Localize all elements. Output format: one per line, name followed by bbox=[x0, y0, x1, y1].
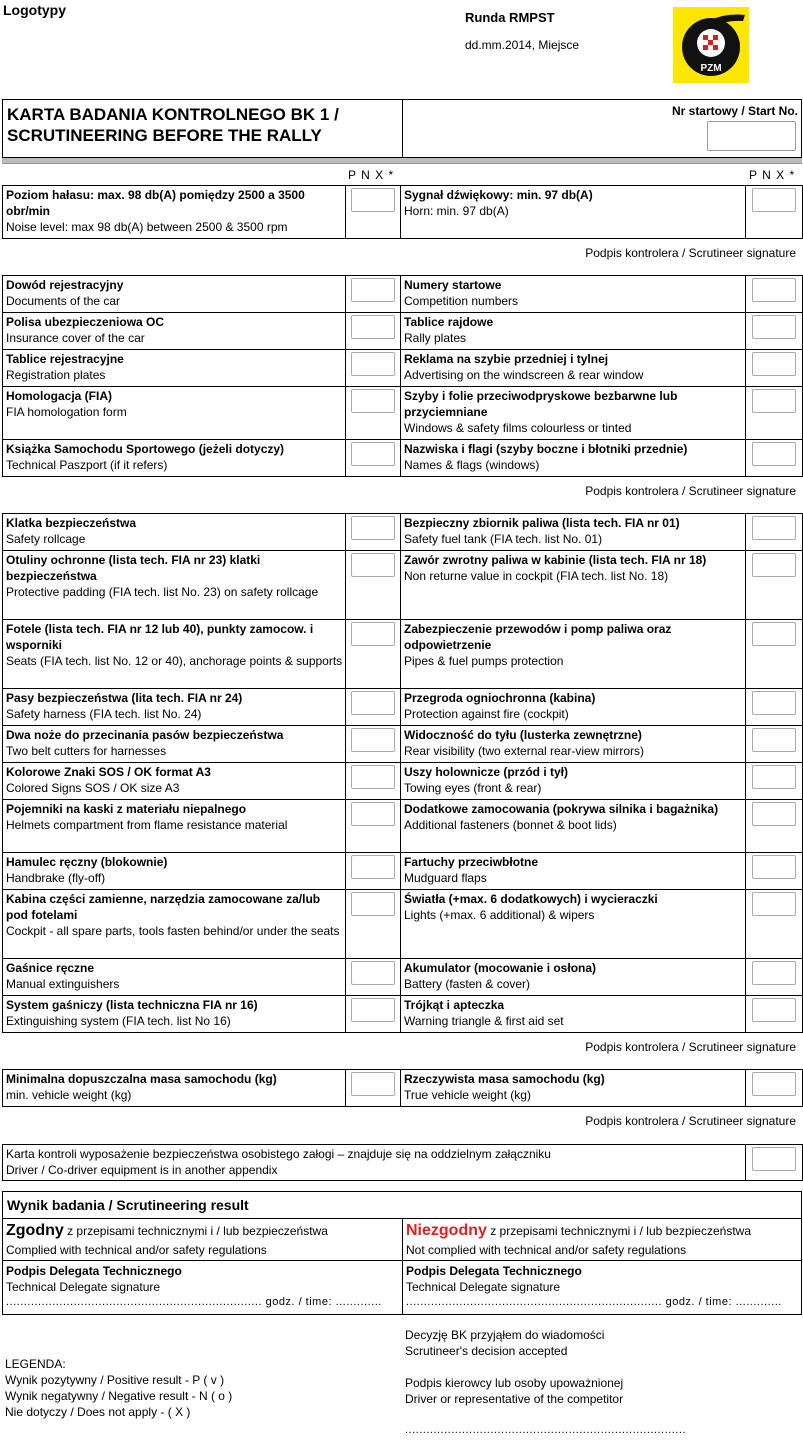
checklist-item-left bbox=[3, 514, 346, 551]
item-label-en: Protection against fire (cockpit) bbox=[404, 707, 569, 721]
form-title-line2: SCRUTINEERING BEFORE THE RALLY bbox=[7, 126, 322, 145]
checklist-row bbox=[3, 350, 803, 387]
item-label-en: Warning triangle & first aid set bbox=[404, 1014, 564, 1028]
item-label-en: Extinguishing system (FIA tech. list No 16) bbox=[6, 1014, 231, 1028]
item-label-pl: Gaśnice ręczne bbox=[6, 961, 95, 975]
personal-equipment-check-cell bbox=[746, 1145, 803, 1181]
checklist-item-left bbox=[3, 890, 346, 959]
checklist-item-left bbox=[3, 440, 346, 477]
check-cell-right bbox=[746, 763, 803, 800]
check-cell-left bbox=[346, 440, 401, 477]
pzm-logo bbox=[673, 7, 749, 83]
item-label-en: Windows & safety films colourless or tinted bbox=[404, 421, 632, 435]
checklist-row bbox=[3, 514, 803, 551]
item-label-pl: Rzeczywista masa samochodu (kg) bbox=[404, 1072, 605, 1086]
item-label-en: Battery (fasten & cover) bbox=[404, 977, 531, 991]
checklist-row bbox=[3, 689, 803, 726]
checklist-item-left bbox=[3, 276, 346, 313]
check-cell-right bbox=[746, 313, 803, 350]
check-box[interactable] bbox=[752, 315, 796, 339]
checklist-item-right bbox=[401, 1070, 746, 1107]
checklist-row bbox=[3, 551, 803, 620]
check-box[interactable] bbox=[752, 892, 796, 916]
item-label-pl: Klatka bezpieczeństwa bbox=[6, 516, 137, 530]
item-label-en: Rally plates bbox=[404, 331, 467, 345]
scrutineering-result-box bbox=[2, 1191, 802, 1315]
check-box[interactable] bbox=[752, 442, 796, 466]
checklist-item-left bbox=[3, 763, 346, 800]
checklist-item-left bbox=[3, 800, 346, 853]
delegate-signature-en-left: Technical Delegate signature bbox=[6, 1280, 161, 1294]
item-label-en: Names & flags (windows) bbox=[404, 458, 540, 472]
check-cell-left bbox=[346, 800, 401, 853]
item-label-pl: Bezpieczny zbiornik paliwa (lista tech. FIA nr 01) bbox=[404, 516, 680, 530]
check-box[interactable] bbox=[752, 622, 796, 646]
check-box[interactable] bbox=[752, 1072, 796, 1096]
vehicle-weight-table bbox=[2, 1069, 803, 1107]
pnx-header-left: P N X * bbox=[348, 168, 395, 182]
item-label-pl: Światła (+max. 6 dodatkowych) i wycieraczki bbox=[404, 892, 658, 906]
check-box[interactable] bbox=[752, 188, 796, 212]
check-cell-left bbox=[346, 1070, 401, 1107]
check-box[interactable] bbox=[351, 315, 395, 339]
item-label-pl: Zabezpieczenie przewodów i pomp paliwa oraz odpowietrzenie bbox=[404, 622, 672, 652]
legend-not-applicable: Nie dotyczy / Does not apply - ( X ) bbox=[5, 1405, 191, 1419]
check-box[interactable] bbox=[351, 622, 395, 646]
item-label-en: Competition numbers bbox=[404, 294, 519, 308]
scrutineer-signature-3: Podpis kontrolera / Scrutineer signature bbox=[585, 1040, 796, 1054]
item-label-en: min. vehicle weight (kg) bbox=[6, 1088, 132, 1102]
item-label-en: Safety harness (FIA tech. list No. 24) bbox=[6, 707, 202, 721]
personal-equipment-cell bbox=[3, 1145, 746, 1181]
item-label-pl: System gaśniczy (lista techniczna FIA nr 16) bbox=[6, 998, 258, 1012]
item-label-pl: Dodatkowe zamocowania (pokrywa silnika i bagażnika) bbox=[404, 802, 719, 816]
rally-name: Runda RMPST bbox=[465, 10, 555, 25]
item-label-en: True vehicle weight (kg) bbox=[404, 1088, 531, 1102]
acceptance-pl: Decyzję BK przyjąłem do wiadomości bbox=[405, 1328, 605, 1342]
item-label-pl: Tablice rajdowe bbox=[404, 315, 494, 329]
item-label-pl: Dowód rejestracyjny bbox=[6, 278, 124, 292]
item-label-pl: Pasy bezpieczeństwa (lita tech. FIA nr 24) bbox=[6, 691, 243, 705]
driver-signature-pl: Podpis kierowcy lub osoby upoważnionej bbox=[405, 1376, 624, 1390]
checklist-item-left bbox=[3, 1070, 346, 1107]
personal-equipment-en: Driver / Co-driver equipment is in another appendix bbox=[6, 1163, 278, 1177]
result-divider-vertical bbox=[402, 1218, 403, 1314]
item-label-pl: Numery startowe bbox=[404, 278, 502, 292]
item-label-en: FIA homologation form bbox=[6, 405, 127, 419]
item-label-pl: Polisa ubezpieczeniowa OC bbox=[6, 315, 165, 329]
personal-equipment-pl: Karta kontroli wyposażenie bezpieczeństwa osobistego załogi – znajduje się na oddzielnym załączniku bbox=[6, 1147, 551, 1161]
item-label-en: Lights (+max. 6 additional) & wipers bbox=[404, 908, 595, 922]
item-label-pl: Otuliny ochronne (lista tech. FIA nr 23) klatki bezpieczeństwa bbox=[6, 553, 261, 583]
check-cell-right bbox=[746, 959, 803, 996]
checklist-item-left bbox=[3, 313, 346, 350]
item-label-pl: Nazwiska i flagi (szyby boczne i błotniki przednie) bbox=[404, 442, 688, 456]
title-cell bbox=[3, 100, 403, 157]
item-label-pl: Książka Samochodu Sportowego (jeżeli dotyczy) bbox=[6, 442, 285, 456]
checklist-item-left bbox=[3, 350, 346, 387]
start-number-label: Nr startowy / Start No. bbox=[671, 104, 798, 118]
check-cell-left bbox=[346, 313, 401, 350]
check-box[interactable] bbox=[351, 802, 395, 826]
checklist-item-left bbox=[3, 620, 346, 689]
item-label-en: Colored Signs SOS / OK size A3 bbox=[6, 781, 180, 795]
not-complied-rest: z przepisami technicznymi i / lub bezpieczeństwa bbox=[486, 1224, 752, 1238]
item-label-pl: Kabina części zamienne, narzędzia zamocowane za/lub pod fotelami bbox=[6, 892, 321, 922]
check-box[interactable] bbox=[351, 1072, 395, 1096]
result-complied[interactable] bbox=[6, 1222, 328, 1240]
result-heading: Wynik badania / Scrutineering result bbox=[7, 1197, 249, 1213]
check-box[interactable] bbox=[351, 389, 395, 413]
check-cell-left bbox=[346, 514, 401, 551]
complied-rest: z przepisami technicznymi i / lub bezpieczeństwa bbox=[63, 1224, 328, 1238]
checklist-item-right bbox=[401, 689, 746, 726]
check-box[interactable] bbox=[351, 553, 395, 577]
check-box[interactable] bbox=[752, 389, 796, 413]
result-not-complied[interactable] bbox=[406, 1222, 751, 1240]
rally-date-place: dd.mm.2014, Miejsce bbox=[465, 38, 580, 52]
checklist-item-left bbox=[3, 959, 346, 996]
check-box[interactable] bbox=[351, 278, 395, 302]
item-label-en: Noise level: max 98 db(A) between 2500 & 3500 rpm bbox=[6, 220, 288, 234]
check-cell-left bbox=[346, 387, 401, 440]
legend-positive: Wynik pozytywny / Positive result - P ( v ) bbox=[5, 1373, 225, 1387]
check-cell-left bbox=[346, 551, 401, 620]
acceptance-en: Scrutineer's decision accepted bbox=[405, 1344, 568, 1358]
pnx-header-right: P N X * bbox=[749, 168, 796, 182]
checklist-row bbox=[3, 800, 803, 853]
form-title-line1: KARTA BADANIA KONTROLNEGO BK 1 / bbox=[7, 105, 339, 124]
check-box[interactable] bbox=[752, 352, 796, 376]
legend-title: LEGENDA: bbox=[5, 1357, 66, 1371]
form-title bbox=[7, 104, 339, 146]
checklist-row bbox=[3, 440, 803, 477]
checklist-row bbox=[3, 890, 803, 959]
delegate-time-line-right[interactable]: ........................................................................ godz. / time: ............. bbox=[406, 1296, 782, 1308]
check-box[interactable] bbox=[351, 998, 395, 1022]
item-label-en: Helmets compartment from flame resistance material bbox=[6, 818, 288, 832]
scrutineer-signature-1: Podpis kontrolera / Scrutineer signature bbox=[585, 246, 796, 260]
check-cell-right bbox=[746, 620, 803, 689]
driver-signature-en: Driver or representative of the competitor bbox=[405, 1392, 624, 1406]
check-cell-right bbox=[746, 726, 803, 763]
check-cell-left bbox=[346, 996, 401, 1033]
checklist-row bbox=[3, 276, 803, 313]
complied-word: Zgodny bbox=[6, 1222, 64, 1239]
checklist-row bbox=[3, 387, 803, 440]
check-cell-right bbox=[746, 800, 803, 853]
delegate-signature-en-right: Technical Delegate signature bbox=[406, 1280, 561, 1294]
item-label-pl: Trójkąt i apteczka bbox=[404, 998, 505, 1012]
item-label-pl: Akumulator (mocowanie i osłona) bbox=[404, 961, 597, 975]
item-label-pl: Widoczność do tyłu (lusterka zewnętrzne) bbox=[404, 728, 642, 742]
svg-text:PZM: PZM bbox=[700, 63, 722, 74]
check-box[interactable] bbox=[752, 1147, 796, 1171]
check-box[interactable] bbox=[752, 728, 796, 752]
checklist-item-right bbox=[401, 763, 746, 800]
not-complied-word: Niezgodny bbox=[406, 1222, 487, 1239]
check-box[interactable] bbox=[351, 516, 395, 540]
item-label-pl: Hamulec ręczny (blokownie) bbox=[6, 855, 168, 869]
check-box[interactable] bbox=[351, 855, 395, 879]
checklist-item-right bbox=[401, 387, 746, 440]
delegate-signature-label-left: Podpis Delegata Technicznego bbox=[6, 1264, 182, 1278]
item-label-en: Insurance cover of the car bbox=[6, 331, 145, 345]
checklist-item-left bbox=[3, 689, 346, 726]
checklist-item-right bbox=[401, 186, 746, 239]
check-box[interactable] bbox=[351, 442, 395, 466]
checklist-item-right bbox=[401, 853, 746, 890]
item-label-pl: Reklama na szybie przedniej i tylnej bbox=[404, 352, 609, 366]
title-box bbox=[2, 99, 802, 158]
item-label-pl: Sygnał dźwiękowy: min. 97 db(A) bbox=[404, 188, 593, 202]
check-box[interactable] bbox=[752, 802, 796, 826]
checklist-item-right bbox=[401, 440, 746, 477]
checklist-item-right bbox=[401, 514, 746, 551]
item-label-pl: Kolorowe Znaki SOS / OK format A3 bbox=[6, 765, 211, 779]
check-cell-right bbox=[746, 689, 803, 726]
check-box[interactable] bbox=[752, 855, 796, 879]
check-cell-left bbox=[346, 276, 401, 313]
item-label-en: Safety fuel tank (FIA tech. list No. 01) bbox=[404, 532, 603, 546]
checklist-item-left bbox=[3, 186, 346, 239]
item-label-en: Towing eyes (front & rear) bbox=[404, 781, 542, 795]
documents-table bbox=[2, 275, 803, 477]
checklist-item-right bbox=[401, 350, 746, 387]
checklist-row bbox=[3, 313, 803, 350]
checklist-item-right bbox=[401, 726, 746, 763]
check-cell-left bbox=[346, 350, 401, 387]
item-label-en: Cockpit - all spare parts, tools fasten behind/or under the seats bbox=[6, 924, 340, 938]
item-label-en: Pipes & fuel pumps protection bbox=[404, 654, 564, 668]
check-box[interactable] bbox=[351, 352, 395, 376]
check-cell-right bbox=[746, 853, 803, 890]
checklist-row bbox=[3, 726, 803, 763]
check-cell-right bbox=[746, 186, 803, 239]
check-box[interactable] bbox=[752, 961, 796, 985]
check-cell-right bbox=[746, 551, 803, 620]
check-cell-right bbox=[746, 890, 803, 959]
checklist-item-right bbox=[401, 996, 746, 1033]
result-header bbox=[3, 1192, 801, 1219]
noise-horn-table bbox=[2, 185, 803, 239]
check-box[interactable] bbox=[351, 188, 395, 212]
checklist-row bbox=[3, 1070, 803, 1107]
item-label-pl: Szyby i folie przeciwodpryskowe bezbarwne lub przyciemniane bbox=[404, 389, 678, 419]
item-label-en: Manual extinguishers bbox=[6, 977, 120, 991]
check-box[interactable] bbox=[752, 691, 796, 715]
item-label-en: Two belt cutters for harnesses bbox=[6, 744, 167, 758]
check-cell-left bbox=[346, 890, 401, 959]
result-divider-horizontal bbox=[3, 1260, 801, 1261]
item-label-pl: Przegroda ogniochronna (kabina) bbox=[404, 691, 596, 705]
item-label-en: Additional fasteners (bonnet & boot lids) bbox=[404, 818, 617, 832]
check-cell-left bbox=[346, 689, 401, 726]
item-label-en: Documents of the car bbox=[6, 294, 121, 308]
logos-label: Logotypy bbox=[3, 2, 66, 18]
checklist-item-right bbox=[401, 620, 746, 689]
checklist-item-left bbox=[3, 853, 346, 890]
item-label-en: Protective padding (FIA tech. list No. 23) on safety rollcage bbox=[6, 585, 319, 599]
checklist-item-right bbox=[401, 890, 746, 959]
checklist-item-right bbox=[401, 551, 746, 620]
checklist-item-left bbox=[3, 551, 346, 620]
check-box[interactable] bbox=[752, 516, 796, 540]
check-cell-left bbox=[346, 853, 401, 890]
start-number-input[interactable] bbox=[707, 121, 796, 151]
driver-signature-line[interactable]: ............................................................................... bbox=[405, 1424, 686, 1436]
checklist-row bbox=[3, 186, 803, 239]
checklist-item-left bbox=[3, 996, 346, 1033]
personal-equipment-table bbox=[2, 1144, 803, 1181]
item-label-pl: Fartuchy przeciwbłotne bbox=[404, 855, 539, 869]
delegate-time-line-left[interactable]: ........................................................................ godz. / time: ............. bbox=[6, 1296, 382, 1308]
check-cell-right bbox=[746, 387, 803, 440]
item-label-pl: Dwa noże do przecinania pasów bezpieczeństwa bbox=[6, 728, 284, 742]
check-cell-right bbox=[746, 440, 803, 477]
check-box[interactable] bbox=[351, 765, 395, 789]
item-label-en: Non returne value in cockpit (FIA tech. list No. 18) bbox=[404, 569, 669, 583]
item-label-pl: Minimalna dopuszczalna masa samochodu (kg) bbox=[6, 1072, 277, 1086]
checklist-row bbox=[3, 620, 803, 689]
checklist-item-right bbox=[401, 959, 746, 996]
item-label-pl: Poziom hałasu: max. 98 db(A) pomiędzy 2500 a 3500 obr/min bbox=[6, 188, 305, 218]
check-cell-left bbox=[346, 763, 401, 800]
check-cell-right bbox=[746, 1070, 803, 1107]
item-label-en: Technical Paszport (if it refers) bbox=[6, 458, 168, 472]
check-box[interactable] bbox=[351, 961, 395, 985]
item-label-en: Rear visibility (two external rear-view mirrors) bbox=[404, 744, 645, 758]
item-label-pl: Pojemniki na kaski z materiału niepalnego bbox=[6, 802, 247, 816]
item-label-en: Seats (FIA tech. list No. 12 or 40), anchorage points & supports bbox=[6, 654, 343, 668]
item-label-en: Safety rollcage bbox=[6, 532, 86, 546]
checklist-item-left bbox=[3, 726, 346, 763]
not-complied-en: Not complied with technical and/or safety regulations bbox=[406, 1243, 687, 1257]
item-label-en: Horn: min. 97 db(A) bbox=[404, 204, 509, 218]
checklist-item-right bbox=[401, 276, 746, 313]
check-box[interactable] bbox=[752, 553, 796, 577]
checklist-row bbox=[3, 959, 803, 996]
check-cell-right bbox=[746, 276, 803, 313]
item-label-pl: Uszy holownicze (przód i tył) bbox=[404, 765, 569, 779]
safety-equipment-table bbox=[2, 513, 803, 1033]
check-box[interactable] bbox=[351, 728, 395, 752]
separator-bar bbox=[2, 158, 802, 164]
checklist-item-right bbox=[401, 313, 746, 350]
check-box[interactable] bbox=[752, 278, 796, 302]
checklist-row bbox=[3, 853, 803, 890]
check-cell-left bbox=[346, 620, 401, 689]
complied-en: Complied with technical and/or safety regulations bbox=[6, 1243, 267, 1257]
checklist-row bbox=[3, 763, 803, 800]
check-box[interactable] bbox=[351, 691, 395, 715]
item-label-pl: Fotele (lista tech. FIA nr 12 lub 40), punkty zamocow. i wsporniki bbox=[6, 622, 314, 652]
check-box[interactable] bbox=[351, 892, 395, 916]
check-cell-right bbox=[746, 996, 803, 1033]
check-cell-left bbox=[346, 959, 401, 996]
checklist-item-right bbox=[401, 800, 746, 853]
check-box[interactable] bbox=[752, 765, 796, 789]
item-label-pl: Homologacja (FIA) bbox=[6, 389, 113, 403]
item-label-pl: Tablice rejestracyjne bbox=[6, 352, 124, 366]
legend-negative: Wynik negatywny / Negative result - N ( o ) bbox=[5, 1389, 233, 1403]
item-label-en: Advertising on the windscreen & rear window bbox=[404, 368, 644, 382]
check-cell-right bbox=[746, 514, 803, 551]
scrutineer-signature-2: Podpis kontrolera / Scrutineer signature bbox=[585, 484, 796, 498]
scrutineer-signature-4: Podpis kontrolera / Scrutineer signature bbox=[585, 1114, 796, 1128]
item-label-en: Registration plates bbox=[6, 368, 106, 382]
item-label-pl: Zawór zwrotny paliwa w kabinie (lista tech. FIA nr 18) bbox=[404, 553, 707, 567]
checklist-row bbox=[3, 996, 803, 1033]
delegate-signature-label-right: Podpis Delegata Technicznego bbox=[406, 1264, 582, 1278]
check-box[interactable] bbox=[752, 998, 796, 1022]
check-cell-left bbox=[346, 186, 401, 239]
checklist-item-left bbox=[3, 387, 346, 440]
check-cell-right bbox=[746, 350, 803, 387]
check-cell-left bbox=[346, 726, 401, 763]
item-label-en: Mudguard flaps bbox=[404, 871, 487, 885]
item-label-en: Handbrake (fly-off) bbox=[6, 871, 106, 885]
